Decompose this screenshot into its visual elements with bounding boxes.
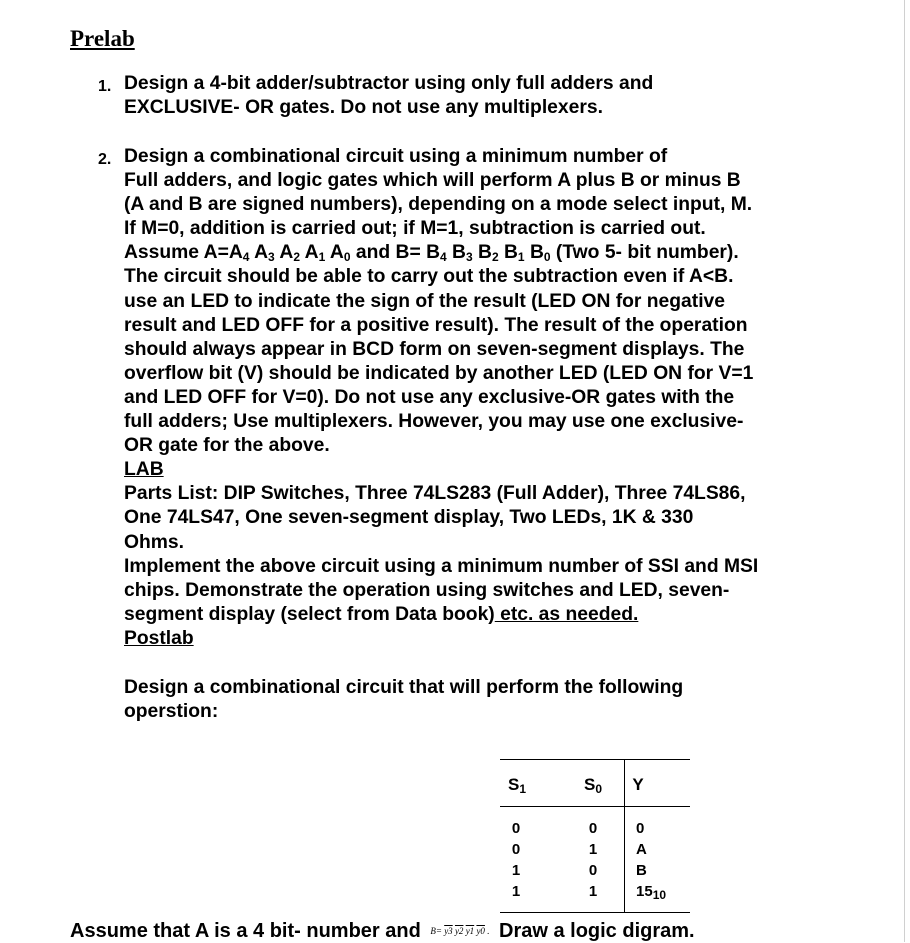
subscript: 0 — [543, 250, 551, 265]
subscript: 3 — [268, 250, 275, 265]
table-top-rule — [500, 759, 690, 760]
text-line: The circuit should be able to carry out the subtraction even if A<B. — [124, 266, 734, 288]
table-cell-y: 0 — [636, 820, 645, 837]
table-cell-s0: 0 — [588, 862, 598, 879]
text-line: overflow bit (V) should be indicated by another LED (LED ON for V=1 — [124, 362, 754, 384]
text-line: Design a combinational circuit that will perform the following — [124, 677, 684, 698]
b-formula — [430, 919, 489, 943]
subscript: 3 — [465, 250, 473, 265]
assume-suffix: (Two 5- bit number). — [550, 242, 739, 264]
item-number-2: 2. — [98, 151, 112, 168]
formula-term: y0 — [476, 926, 485, 936]
parts-list-line: One 74LS47, One seven-segment display, Two LEDs, 1K & 330 — [124, 507, 694, 529]
header-y: Y — [632, 775, 644, 794]
header-s0-sub: 0 — [595, 782, 603, 796]
subscript: 1 — [318, 250, 326, 265]
text-line: operstion: — [124, 701, 219, 723]
parts-list-line: Parts List: DIP Switches, Three 74LS283 (Full Adder), Three 74LS86, — [124, 483, 746, 505]
assume-b-prefix: and B= B — [350, 242, 440, 264]
table-header-rule — [500, 806, 690, 807]
assume-prefix: Assume A=A — [124, 242, 243, 264]
postlab-heading: Postlab — [124, 627, 194, 649]
assume-line: Assume $A=A_4$ $A_3$ $A_2$ $A_1$ $A_0$ and $B= B_4$ $B_3$ $B_2$ $B_1$ $B_0$ (Two 5- bit number). — [124, 242, 739, 265]
text-line: and LED OFF for V=0). Do not use any exclusive-OR gates with the — [124, 386, 735, 408]
final-text-post: Draw a logic digram. — [493, 920, 695, 942]
table-cell-s0: 0 — [588, 820, 598, 837]
implement-line: chips. Demonstrate the operation using switches and LED, seven- — [124, 579, 730, 601]
table-cell-y: B — [636, 862, 647, 879]
header-s1 — [500, 774, 534, 795]
implement-line: Implement the above circuit using a minimum number of SSI and MSI — [124, 555, 759, 577]
table-cell-s1: 1 — [511, 862, 521, 879]
page-edge-rule — [904, 0, 905, 942]
page-title: Prelab — [70, 26, 135, 51]
prelab-question-2 — [124, 145, 844, 651]
text-line: If M=0, addition is carried out; if M=1, subtraction is carried out. — [124, 218, 706, 240]
subscript: 4 — [440, 250, 447, 265]
formula-term: y2 — [454, 926, 464, 936]
subscript: 10 — [652, 888, 667, 902]
text-line: EXCLUSIVE- OR gates. Do not use any multiplexers. — [124, 97, 603, 119]
subscript: 2 — [293, 250, 300, 265]
text-line: (A and B are signed numbers), depending on a mode select input, M. — [124, 194, 753, 216]
table-cell-s0: 1 — [588, 841, 598, 858]
formula-lhs: B= — [430, 926, 442, 936]
header-s0 — [576, 774, 610, 795]
table-cell-y: A — [636, 841, 647, 858]
header-s1-letter: S — [507, 775, 520, 794]
implement-line — [124, 603, 844, 627]
text-line: Design a 4-bit adder/subtractor using only full adders and — [124, 73, 654, 94]
header-s1-sub: 1 — [519, 782, 527, 796]
table-cell-s0: 1 — [588, 883, 598, 900]
final-instruction — [70, 919, 695, 943]
header-s0-letter: S — [583, 775, 596, 794]
table-cell-s1: 0 — [511, 841, 521, 858]
table-bottom-rule — [500, 912, 690, 913]
text-line: Design a combinational circuit using a minimum number of — [124, 146, 668, 167]
prelab-question-1 — [124, 72, 844, 120]
formula-end: . — [487, 926, 490, 936]
table-cell-s1: 1 — [511, 883, 521, 900]
implement-text-underlined: etc. as needed. — [494, 603, 639, 625]
lab-heading: LAB — [124, 459, 164, 481]
final-text-pre: Assume that A is a 4 bit- number and — [70, 920, 427, 942]
table-column-divider — [624, 759, 625, 912]
table-cell-y-value: 15 — [636, 883, 653, 900]
parts-list-line: Ohms. — [124, 531, 184, 553]
subscript: 1 — [517, 250, 525, 265]
formula-term: y1 — [465, 926, 475, 936]
text-line: use an LED to indicate the sign of the result (LED ON for negative — [124, 290, 726, 312]
subscript: 2 — [491, 250, 499, 265]
postlab-question — [124, 676, 844, 724]
item-number-1: 1. — [98, 78, 112, 95]
text-line: OR gate for the above. — [124, 435, 330, 457]
text-line: full adders; Use multiplexers. However, you may use one exclusive- — [124, 411, 744, 433]
table-cell-y — [636, 881, 696, 902]
formula-term: y3 — [444, 926, 453, 936]
text-line: result and LED OFF for a positive result). The result of the operation — [124, 314, 748, 336]
text-line: should always appear in BCD form on seven-segment displays. The — [124, 338, 745, 360]
text-line: Full adders, and logic gates which will perform A plus B or minus B — [124, 170, 741, 192]
subscript: 0 — [343, 250, 351, 265]
table-cell-s1: 0 — [511, 820, 521, 837]
implement-text: segment display (select from Data book) — [124, 603, 495, 625]
subscript: 4 — [242, 250, 250, 265]
